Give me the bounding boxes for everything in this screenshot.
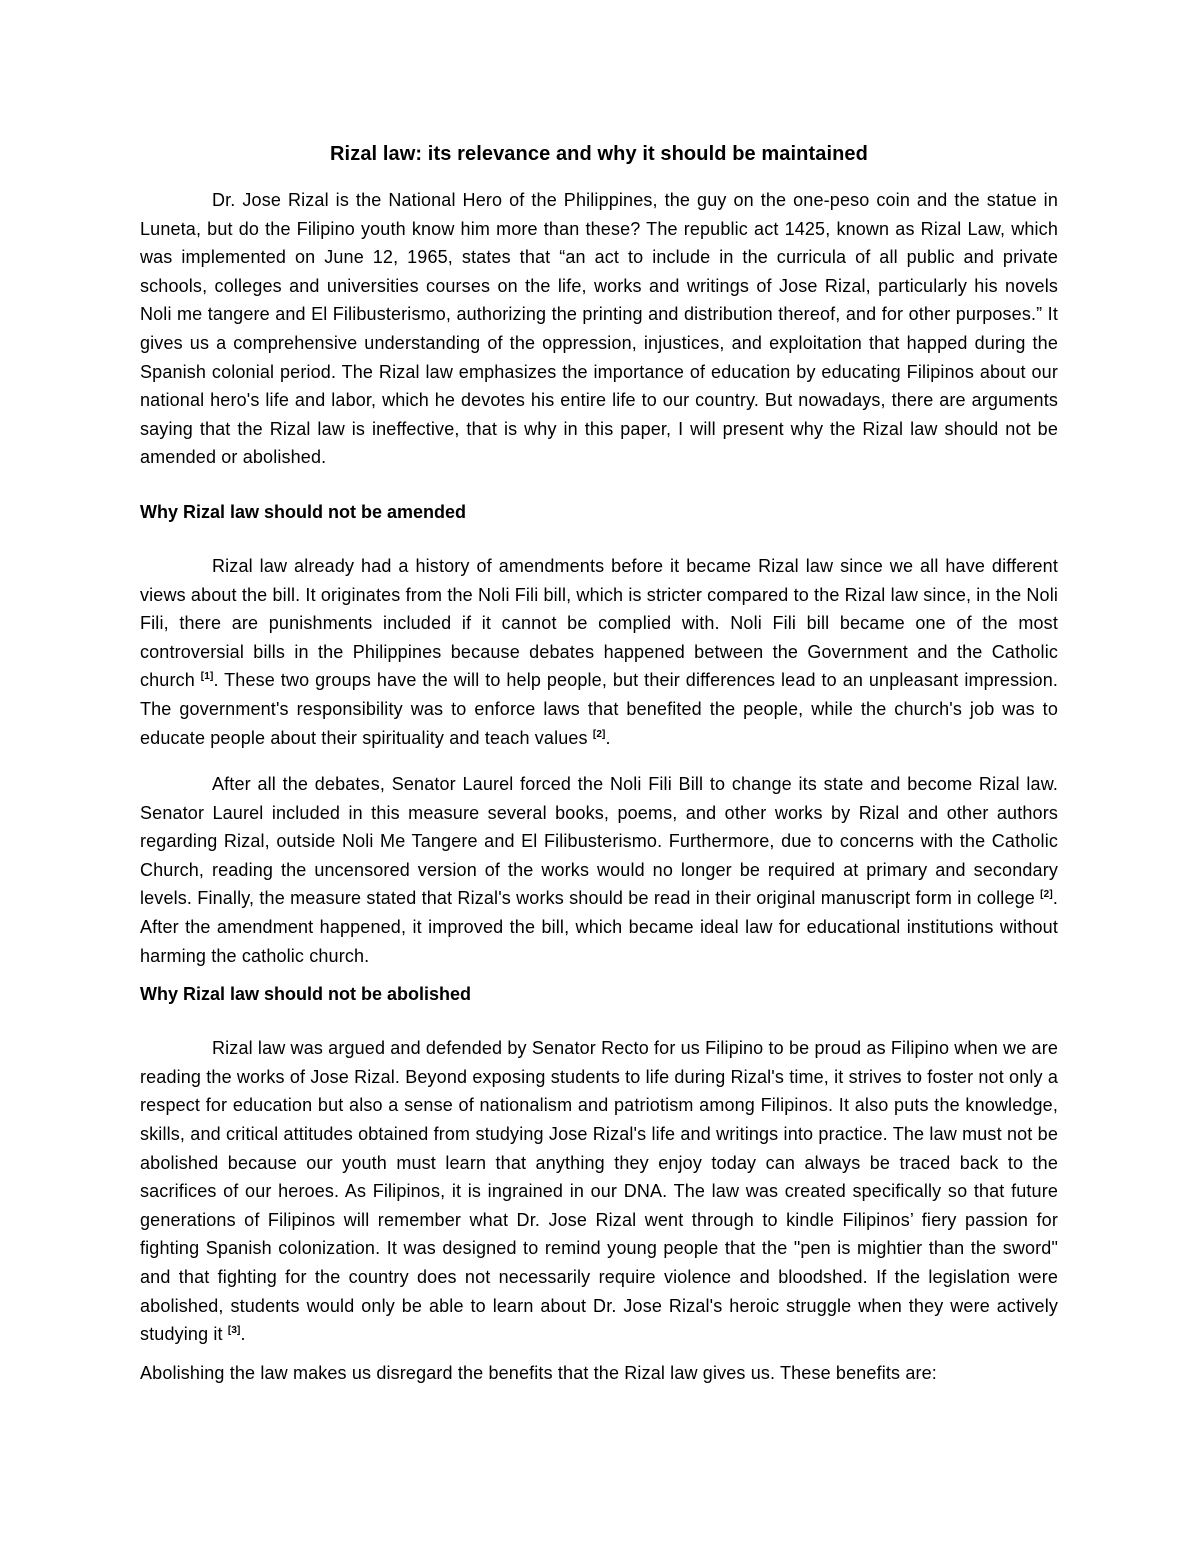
text-span: .	[605, 727, 611, 748]
citation-2: [2]	[1040, 889, 1053, 901]
text-span: After all the debates, Senator Laurel forced the Noli Fili Bill to change its state and become Rizal law. Senator Laurel included in this measure several books, poems, and other works by Rizal and other authors regarding Rizal, outside Noli Me Tangere and El Filibusterismo. Furthermore, due to concerns with the Catholic Church, reading the uncensored version of the works would no longer be required at primary and secondary levels. Finally, the measure stated that Rizal's works should be read in their original manuscript form in college	[140, 774, 1058, 909]
document-title: Rizal law: its relevance and why it should be maintained	[330, 143, 868, 165]
spacer	[140, 526, 1058, 552]
citation-3: [3]	[227, 1325, 241, 1337]
document-body	[140, 140, 1058, 1387]
intro-paragraph: Dr. Jose Rizal is the National Hero of the Philippines, the guy on the one-peso coin and the statue in Luneta, but do the Filipino youth know him more than these? The republic act 1425, known as Rizal Law, which was implemented on June 12, 1965, states that “an act to include in the curricula of all public and private schools, colleges and universities courses on the life, works and writings of Jose Rizal, particularly his novels Noli me tangere and El Filibusterismo, authorizing the printing and distribution thereof, and for other purposes.” It gives us a comprehensive understanding of the oppression, injustices, and exploitation that happed during the Spanish colonial period. The Rizal law emphasizes the importance of education by educating Filipinos about our national hero's life and labor, which he devotes his entire life to our country. But nowadays, there are arguments saying that the Rizal law is ineffective, that is why in this paper, I will present why the Rizal law should not be amended or abolished.	[140, 190, 1058, 468]
text-span: . After the amendment happened, it improved the bill, which became ideal law for educational institutions without harming the catholic church.	[140, 888, 1058, 966]
text-span: Rizal law was argued and defended by Senator Recto for us Filipino to be proud as Filipino when we are reading the works of Jose Rizal. Beyond exposing students to life during Rizal's time, it strives to foster not only a respect for education but also a sense of nationalism and patriotism among Filipinos. It also puts the knowledge, skills, and critical attitudes obtained from studying Jose Rizal's life and writings into practice. The law must not be abolished because our youth must learn that anything they enjoy today can always be traced back to the sacrifices of our heroes. As Filipinos, it is ingrained in our DNA. The law was created specifically so that future generations of Filipinos will remember what Dr. Jose Rizal went through to kindle Filipinos’ fiery passion for fighting Spanish colonization. It was designed to remind young people that the "pen is mightier than the sword" and that fighting for the country does not necessarily require violence and bloodshed. If the legislation were abolished, students would only be able to learn about Dr. Jose Rizal's heroic struggle when they were actively studying it	[140, 1038, 1058, 1345]
section-heading-abolished: Why Rizal law should not be abolished	[140, 984, 472, 1005]
spacer	[140, 1349, 1058, 1359]
spacer	[140, 970, 1058, 980]
amended-paragraph-2	[140, 770, 1058, 970]
text-span: .	[240, 1324, 246, 1345]
abolished-paragraph-2: Abolishing the law makes us disregard the benefits that the Rizal law gives us. These benefits are:	[140, 1362, 937, 1383]
section-heading-amended: Why Rizal law should not be amended	[140, 501, 467, 522]
spacer	[140, 472, 1058, 498]
spacer	[140, 1008, 1058, 1034]
amended-paragraph-1	[140, 552, 1058, 752]
text-span: Rizal law already had a history of amendments before it became Rizal law since we all have different views about the bill. It originates from the Noli Fili bill, which is stricter compared to the Rizal law since, in the Noli Fili, there are punishments included if it cannot be complied with. Noli Fili bill became one of the most controversial bills in the Philippines because debates happened between the Government and the Catholic church	[140, 555, 1058, 691]
spacer	[140, 752, 1058, 770]
citation-1: [1]	[200, 671, 214, 683]
text-span: . These two groups have the will to help people, but their differences lead to an unpleasant impression. The government's responsibility was to enforce laws that benefited the people, while the church's job was to educate people about their spirituality and teach values	[140, 670, 1059, 748]
abolished-paragraph-1	[140, 1034, 1058, 1349]
citation-2: [2]	[592, 728, 606, 740]
